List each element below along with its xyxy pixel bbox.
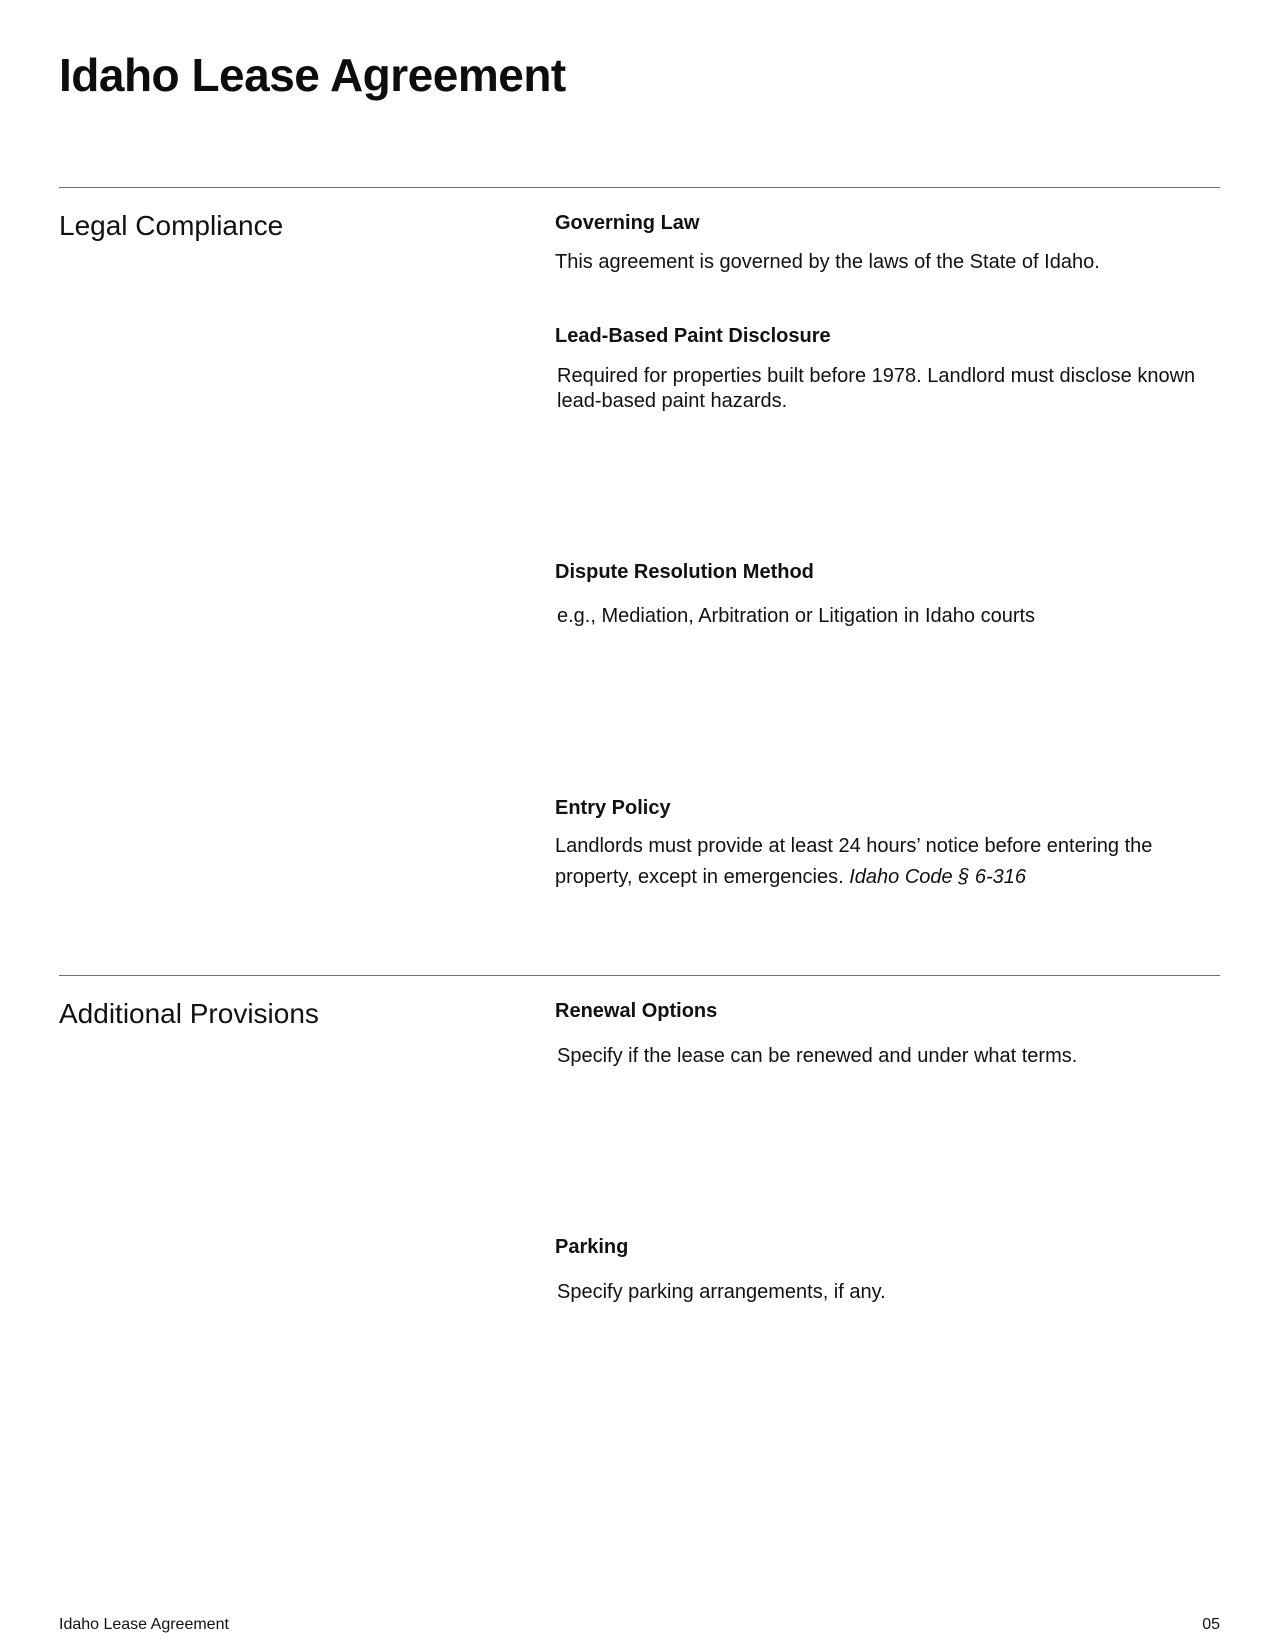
section-divider xyxy=(59,187,1220,188)
page-title: Idaho Lease Agreement xyxy=(59,49,566,101)
parking-field[interactable]: Specify parking arrangements, if any. xyxy=(557,1281,886,1303)
entry-policy-text: Landlords must provide at least 24 hours’ notice before entering the property, except in emergencies. xyxy=(555,835,1153,888)
section-title-legal-compliance: Legal Compliance xyxy=(59,210,284,241)
field-label-governing-law: Governing Law xyxy=(555,212,700,234)
field-label-dispute-resolution: Dispute Resolution Method xyxy=(555,561,814,583)
renewal-options-field[interactable]: Specify if the lease can be renewed and under what terms. xyxy=(557,1045,1078,1067)
field-label-lead-paint: Lead-Based Paint Disclosure xyxy=(555,325,831,347)
field-text-entry-policy xyxy=(555,831,1205,893)
entry-policy-citation: Idaho Code § 6-316 xyxy=(849,866,1027,888)
footer-document-title: Idaho Lease Agreement xyxy=(59,1616,229,1633)
field-label-parking: Parking xyxy=(555,1236,629,1258)
field-label-renewal-options: Renewal Options xyxy=(555,1000,718,1022)
field-label-entry-policy: Entry Policy xyxy=(555,797,671,819)
page-number: 05 xyxy=(1202,1616,1220,1633)
section-title-additional-provisions: Additional Provisions xyxy=(59,998,319,1029)
lead-paint-disclosure-field[interactable]: Required for properties built before 1978. Landlord must disclose known lead-based paint hazards. xyxy=(557,365,1196,412)
section-divider xyxy=(59,975,1220,976)
dispute-resolution-field[interactable]: e.g., Mediation, Arbitration or Litigation in Idaho courts xyxy=(557,605,1036,627)
field-text-governing-law: This agreement is governed by the laws of the State of Idaho. xyxy=(555,251,1100,273)
